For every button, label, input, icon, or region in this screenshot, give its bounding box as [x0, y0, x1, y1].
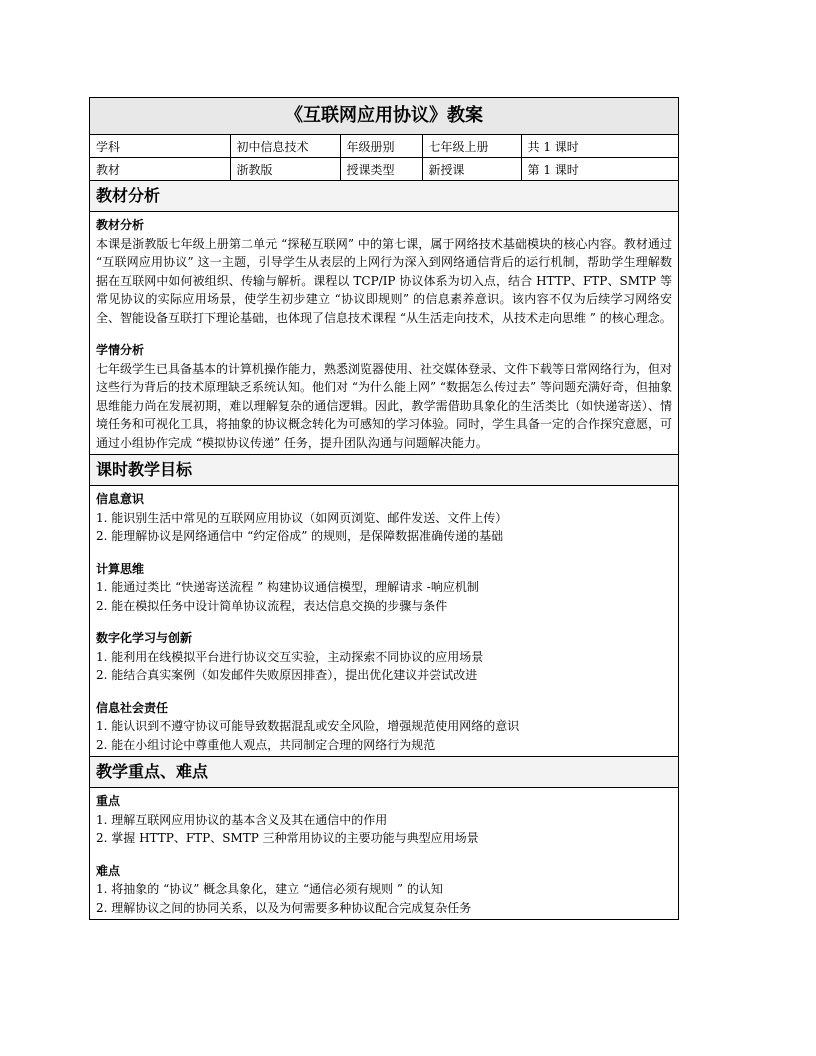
list-item: 1. 理解互联网应用协议的基本含义及其在通信中的作用 [96, 812, 388, 827]
list-item: 1. 能认识到不遵守协议可能导致数据混乱或安全风险，增强规范使用网络的意识 [96, 719, 520, 733]
section-body-objectives [90, 486, 678, 757]
section-heading-objectives: 课时教学目标 [90, 455, 678, 486]
info-cell: 授课类型 [340, 158, 422, 181]
info-cell: 新授课 [422, 158, 521, 181]
info-cell: 初中信息技术 [230, 135, 340, 158]
list-item: 1. 将抽象的 “协议” 概念具象化，建立 “通信必须有规则 ” 的认知 [96, 882, 443, 896]
info-cell: 学科 [90, 135, 230, 158]
info-cell: 七年级上册 [422, 135, 521, 158]
subheading-student: 学情分析 [96, 343, 145, 357]
section-heading-analysis: 教材分析 [90, 181, 678, 212]
info-row [90, 135, 678, 158]
list-item: 1. 能通过类比 “快递寄送流程 ” 构建协议通信模型，理解请求 -响应机制 [96, 580, 479, 594]
subheading-objective: 信息社会责任 [96, 700, 169, 715]
info-table [90, 135, 678, 181]
paragraph-student: 七年级学生已具备基本的计算机操作能力，熟悉浏览器使用、社交媒体登录、文件下载等日常网络行为，但对这些行为背后的技术原理缺乏系统认知。他们对 “为什么能上网” “数据怎么传过去” 等问题充满好奇，但抽象思维能力尚在发展初期，难以理解复杂的通信逻辑。因此，教学需借助具象化的生活类比（如快递寄送）、情境任务和可视化工具，将抽象的协议概念转化为可感知的学习体验。同时，学生具备一定的合作探究意愿，可通过小组协作完成 “模拟协议传递” 任务，提升团队沟通与问题解决能力。 [96, 361, 673, 450]
section-body-keypoints [90, 788, 678, 919]
document-title: 《互联网应用协议》教案 [90, 98, 678, 135]
list-item: 2. 能结合真实案例（如发邮件失败原因排查），提出优化建议并尝试改进 [96, 668, 478, 682]
paragraph-material: 本课是浙教版七年级上册第二单元 “探秘互联网” 中的第七课，属于网络技术基础模块的核心内容。教材通过 “互联网应用协议” 这一主题，引导学生从表层的上网行为深入到网络通信背后的运行机制，帮助学生理解数据在互联网中如何被组织、传输与解析。课程以 TCP/IP 协议体系为切入点，结合 HTTP、FTP、SMTP 等常见协议的实际应用场景，使学生初步建立 “协议即规则” 的信息素养意识。该内容不仅为后续学习网络安全、智能设备互联打下理论基础，也体现了信息技术课程 “从生活走向技术，从技术走向思维 ” 的核心理念。 [96, 236, 672, 325]
info-cell: 第 1 课时 [521, 158, 678, 181]
list-item: 2. 能理解协议是网络通信中 “约定俗成” 的规则，是保障数据准确传递的基础 [96, 529, 504, 543]
list-item: 1. 能利用在线模拟平台进行协议交互实验，主动探索不同协议的应用场景 [96, 649, 484, 664]
subheading-objective: 数字化学习与创新 [96, 631, 193, 645]
info-cell: 年级册别 [340, 135, 422, 158]
list-item: 2. 能在模拟任务中设计简单协议流程，表达信息交换的步骤与条件 [96, 598, 448, 613]
subheading-objective: 信息意识 [96, 492, 145, 506]
info-cell: 浙教版 [230, 158, 340, 181]
info-row [90, 158, 678, 181]
list-item: 1. 能识别生活中常见的互联网应用协议（如网页浏览、邮件发送、文件上传） [96, 510, 508, 525]
lesson-plan-document [89, 97, 679, 920]
info-cell: 共 1 课时 [521, 135, 678, 158]
list-item: 2. 理解协议之间的协同关系，以及为何需要多种协议配合完成复杂任务 [96, 900, 472, 915]
subheading-objective: 计算思维 [96, 561, 145, 576]
subheading-keypoint: 难点 [96, 863, 121, 878]
list-item: 2. 掌握 HTTP、FTP、SMTP 三种常用协议的主要功能与典型应用场景 [96, 831, 479, 845]
section-body-analysis [90, 212, 678, 455]
subheading-keypoint: 重点 [96, 794, 121, 808]
section-heading-keypoints: 教学重点、难点 [90, 757, 678, 788]
subheading-material: 教材分析 [96, 218, 145, 232]
info-cell: 教材 [90, 158, 230, 181]
list-item: 2. 能在小组讨论中尊重他人观点，共同制定合理的网络行为规范 [96, 737, 436, 752]
